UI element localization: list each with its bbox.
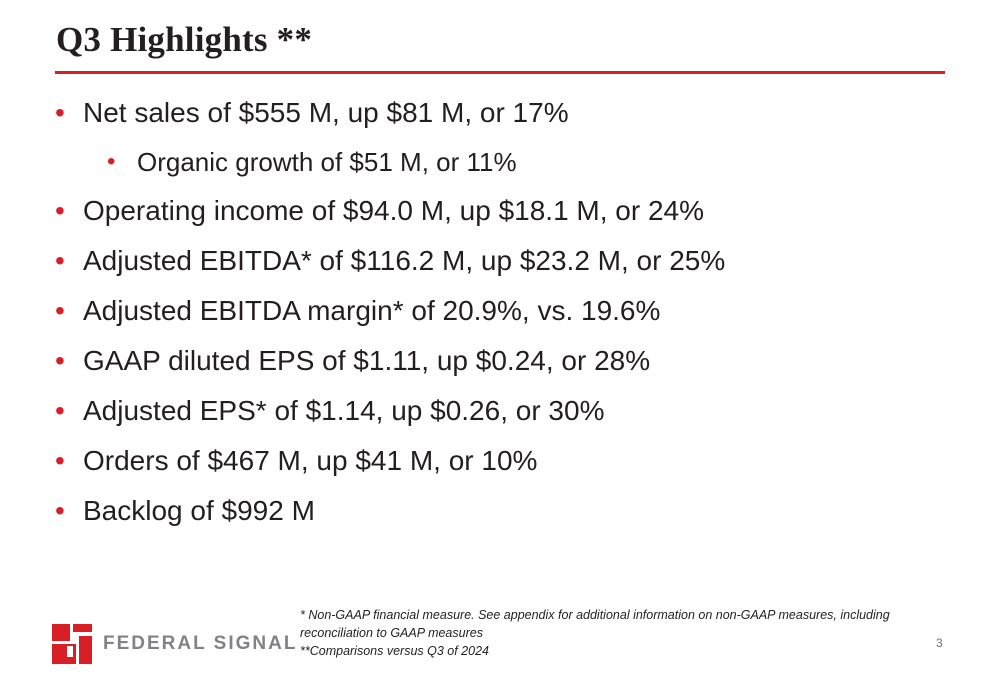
list-item	[55, 140, 955, 184]
list-item-text: Operating income of $94.0 M, up $18.1 M, or 24%	[83, 195, 705, 226]
bullet-marker-icon: •	[55, 395, 65, 426]
list-item	[55, 90, 955, 136]
bullet-list	[55, 90, 955, 538]
company-logo	[52, 624, 297, 664]
page-number: 3	[936, 636, 943, 650]
bullet-marker-icon: •	[55, 495, 65, 526]
bullet-marker-icon: •	[55, 345, 65, 376]
list-item	[55, 488, 955, 534]
list-item-text: GAAP diluted EPS of $1.11, up $0.24, or 28%	[83, 345, 651, 376]
list-item-text: Orders of $467 M, up $41 M, or 10%	[83, 445, 538, 476]
bullet-marker-icon: •	[107, 148, 116, 175]
list-item-text: Backlog of $992 M	[83, 495, 315, 526]
list-item-text: Net sales of $555 M, up $81 M, or 17%	[83, 97, 569, 128]
title-underline-rule	[55, 71, 945, 74]
list-item	[55, 238, 955, 284]
footnote-non-gaap: * Non-GAAP financial measure. See appendix for additional information on non-GAAP measures, including reconciliation to GAAP measures	[300, 608, 890, 640]
list-item	[55, 288, 955, 334]
bullet-marker-icon: •	[55, 97, 65, 128]
federal-signal-mark-icon	[52, 624, 92, 664]
page-title: Q3 Highlights **	[56, 20, 313, 59]
footnotes	[300, 606, 900, 660]
list-item	[55, 188, 955, 234]
list-item-text: Adjusted EPS* of $1.14, up $0.26, or 30%	[83, 395, 605, 426]
list-item	[55, 388, 955, 434]
bullet-marker-icon: •	[55, 295, 65, 326]
footnote-comparisons: **Comparisons versus Q3 of 2024	[300, 644, 489, 658]
company-logo-text: FEDERAL SIGNAL	[103, 633, 298, 654]
list-item-text: Adjusted EBITDA* of $116.2 M, up $23.2 M, or 25%	[83, 245, 726, 276]
list-item	[55, 438, 955, 484]
bullet-marker-icon: •	[55, 195, 65, 226]
bullet-marker-icon: •	[55, 445, 65, 476]
list-item-text: Organic growth of $51 M, or 11%	[137, 147, 517, 177]
list-item-text: Adjusted EBITDA margin* of 20.9%, vs. 19.6%	[83, 295, 661, 326]
bullet-marker-icon: •	[55, 245, 65, 276]
list-item	[55, 338, 955, 384]
